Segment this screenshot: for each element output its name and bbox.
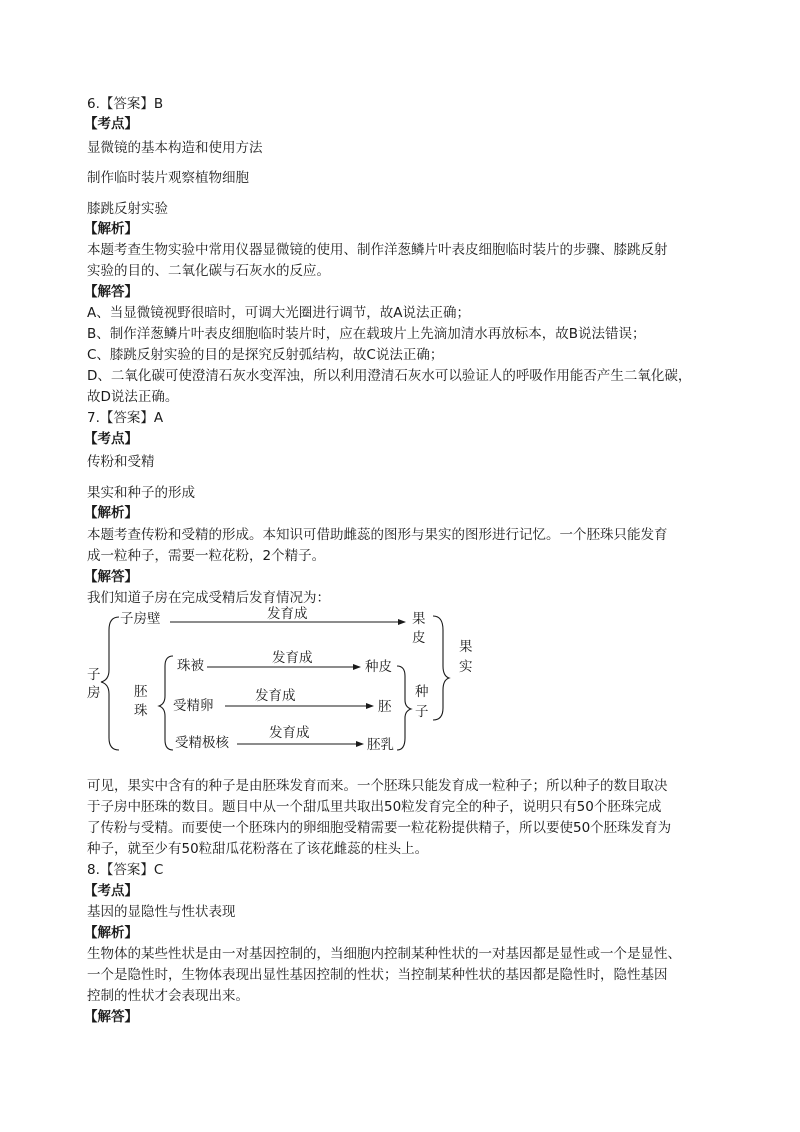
q6-jieda-d-cont: 故D说法正确。	[87, 389, 179, 405]
polar-label: 受精极核	[175, 735, 229, 751]
fruit-label-2: 实	[459, 659, 473, 675]
ovary-label-2: 房	[87, 685, 101, 701]
egg-label: 受精卵	[173, 698, 214, 714]
q6-kaodian-3: 膝跳反射实验	[87, 201, 168, 217]
arrow-label-egg: 发育成	[255, 688, 296, 704]
integument-label: 珠被	[177, 658, 204, 674]
endosperm-label: 胚乳	[367, 737, 394, 753]
seed-brace	[397, 666, 411, 750]
q7-jiexi-2: 成一粒种子，需要一粒花粉，2个精子。	[87, 548, 326, 564]
q6-jiexi-2: 实验的目的、二氧化碳与石灰水的反应。	[87, 263, 330, 279]
q6-jieda-a: A、当显微镜视野很暗时，可调大光圈进行调节，故A说法正确；	[87, 305, 470, 321]
q7-after-2: 于子房中胚珠的数目。题目中从一个甜瓜里共取出50粒发育完全的种子，说明只有50个胚珠完成	[87, 799, 662, 815]
q7-after-1: 可见，果实中含有的种子是由胚珠发育而来。一个胚珠只能发育成一粒种子；所以种子的数目取决	[87, 778, 668, 794]
q6-kaodian-heading: 【考点】	[84, 116, 138, 132]
q6-kaodian-1: 显微镜的基本构造和使用方法	[87, 140, 263, 156]
q7-after-4: 种子，就至少有50粒甜瓜花粉落在了该花雌蕊的柱头上。	[87, 841, 429, 857]
ovary-brace	[101, 617, 119, 750]
q6-jieda-b: B、制作洋葱鳞片叶表皮细胞临时装片时，应在载玻片上先滴加清水再放标本，故B说法错误；	[87, 326, 646, 342]
q7-jieda-heading: 【解答】	[84, 569, 138, 585]
q8-jiexi-2: 一个是隐性时，生物体表现出显性基因控制的性状；当控制某种性状的基因都是隐性时，隐性基因	[87, 967, 668, 983]
q7-kaodian-heading: 【考点】	[84, 431, 138, 447]
q7-answer: 7.【答案】A	[87, 410, 164, 426]
pericarp-label-1: 果	[412, 611, 426, 627]
q7-kaodian-2: 果实和种子的形成	[87, 485, 195, 501]
q6-kaodian-2: 制作临时装片观察植物细胞	[87, 170, 249, 186]
q7-intro: 我们知道子房在完成受精后发育情况为：	[87, 590, 330, 606]
q6-jiexi-1: 本题考查生物实验中常用仪器显微镜的使用、制作洋葱鳞片叶表皮细胞临时装片的步骤、膝跳反射	[87, 242, 668, 258]
ovule-label-2: 珠	[134, 703, 148, 719]
fruit-brace	[433, 616, 449, 720]
q6-answer: 6.【答案】B	[87, 96, 164, 112]
q7-jiexi-1: 本题考查传粉和受精的形成。本知识可借助雌蕊的图形与果实的图形进行记忆。一个胚珠只能发育	[87, 527, 668, 543]
seedcoat-label: 种皮	[365, 659, 392, 675]
q7-after-3: 了传粉与受精。而要使一个胚珠内的卵细胞受精需要一粒花粉提供精子，所以要使50个胚珠发育为	[87, 820, 672, 836]
q6-jieda-c: C、膝跳反射实验的目的是探究反射弧结构，故C说法正确；	[87, 347, 444, 363]
ovule-brace	[159, 656, 173, 750]
q6-jieda-d: D、二氧化碳可使澄清石灰水变浑浊，所以利用澄清石灰水可以验证人的呼吸作用能否产生二氧化碳，	[87, 368, 692, 384]
q6-jieda-heading: 【解答】	[84, 284, 138, 300]
q8-jieda-heading: 【解答】	[84, 1009, 138, 1025]
fruit-label-1: 果	[459, 639, 473, 655]
q6-jiexi-heading: 【解析】	[84, 221, 138, 237]
q7-jiexi-heading: 【解析】	[84, 505, 138, 521]
pericarp-label-2: 皮	[412, 630, 426, 646]
q8-jiexi-3: 控制的性状才会表现出来。	[87, 988, 249, 1004]
q7-kaodian-1: 传粉和受精	[87, 454, 155, 470]
embryo-label: 胚	[378, 699, 392, 715]
arrow-label-polar: 发育成	[269, 725, 310, 741]
ovule-label-1: 胚	[134, 684, 148, 700]
q8-kaodian-1: 基因的显隐性与性状表现	[87, 904, 236, 920]
q8-answer: 8.【答案】C	[87, 862, 164, 878]
q8-kaodian-heading: 【考点】	[84, 883, 138, 899]
seed-label-2: 子	[415, 704, 429, 720]
ovary-label-1: 子	[87, 667, 101, 683]
ovary-development-diagram	[87, 606, 507, 760]
arrow-label-wall: 发育成	[267, 606, 308, 622]
arrow-label-integument: 发育成	[272, 650, 313, 666]
seed-label-1: 种	[415, 684, 429, 700]
wall-label: 子房壁	[120, 611, 161, 627]
q8-jiexi-heading: 【解析】	[84, 925, 138, 941]
q8-jiexi-1: 生物体的某些性状是由一对基因控制的，当细胞内控制某种性状的一对基因都是显性或一个是显性、	[87, 946, 681, 962]
